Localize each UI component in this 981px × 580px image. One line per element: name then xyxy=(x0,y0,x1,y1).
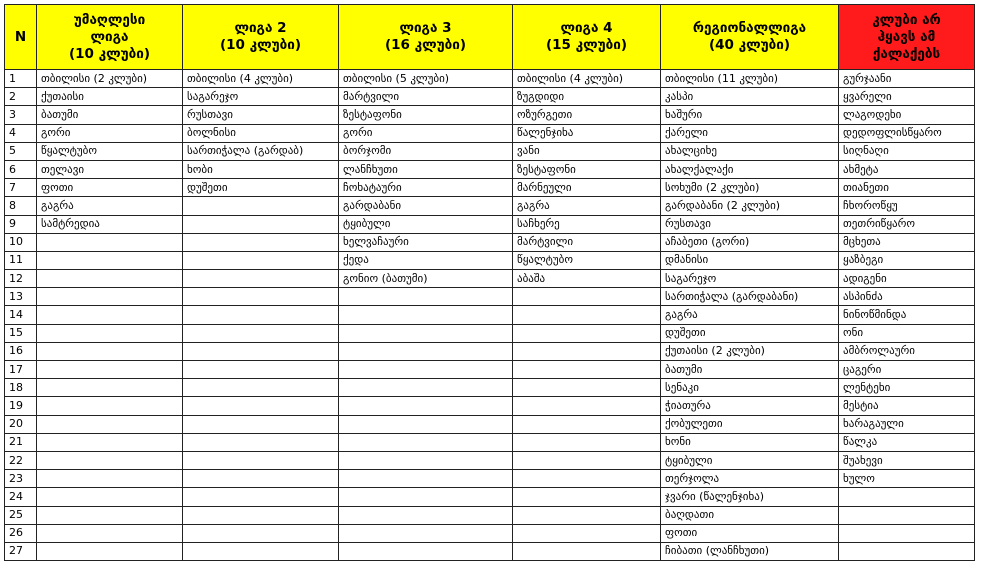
header-top-line: უმაღლესი xyxy=(73,11,146,28)
cell-top xyxy=(37,415,183,433)
cell-l3 xyxy=(339,342,513,360)
header-l4-line: (15 კლუბი) xyxy=(545,37,628,53)
row-number-cell: 6 xyxy=(5,160,37,178)
cell-top: თელავი xyxy=(37,160,183,178)
header-reg-line: რეგიონალლიგა xyxy=(692,20,807,36)
table-row xyxy=(5,270,975,288)
cell-reg: რუსთავი xyxy=(661,215,839,233)
cell-l3 xyxy=(339,361,513,379)
header-reg-line: (40 კლუბი) xyxy=(708,37,791,53)
row-number-cell: 10 xyxy=(5,233,37,251)
row-number-cell: 24 xyxy=(5,488,37,506)
header-none-line: ქალაქებს xyxy=(872,45,941,62)
cell-l3 xyxy=(339,451,513,469)
cell-top: თბილისი (2 კლუბი) xyxy=(37,70,183,88)
cell-l2: სართიჭალა (გარდაბ) xyxy=(183,142,339,160)
cell-l4 xyxy=(513,397,661,415)
cell-l4 xyxy=(513,451,661,469)
cell-top xyxy=(37,506,183,524)
cell-l4 xyxy=(513,542,661,560)
row-number-cell: 12 xyxy=(5,270,37,288)
cell-top xyxy=(37,233,183,251)
cell-l2: რუსთავი xyxy=(183,106,339,124)
cell-reg: სენაკი xyxy=(661,379,839,397)
cell-reg: აჩაბეთი (გორი) xyxy=(661,233,839,251)
cell-none: ონი xyxy=(839,324,975,342)
row-number-cell: 23 xyxy=(5,470,37,488)
cell-top xyxy=(37,270,183,288)
cell-l2 xyxy=(183,270,339,288)
table-header xyxy=(5,5,975,70)
header-none xyxy=(839,5,975,70)
cell-l2: ბოლნისი xyxy=(183,124,339,142)
cell-none xyxy=(839,524,975,542)
row-number-cell: 22 xyxy=(5,451,37,469)
cell-l2 xyxy=(183,506,339,524)
cell-top: გაგრა xyxy=(37,197,183,215)
cell-reg: ჯვარი (წალენჯიხა) xyxy=(661,488,839,506)
cell-reg: სართიჭალა (გარდაბანი) xyxy=(661,288,839,306)
cell-none: ადიგენი xyxy=(839,270,975,288)
cell-none: ჩხოროწყუ xyxy=(839,197,975,215)
cell-l4 xyxy=(513,342,661,360)
cell-none: გურჯაანი xyxy=(839,70,975,88)
cell-l4 xyxy=(513,306,661,324)
cell-reg: გაგრა xyxy=(661,306,839,324)
cell-top xyxy=(37,542,183,560)
cell-top xyxy=(37,342,183,360)
row-number-cell: 3 xyxy=(5,106,37,124)
cell-l4: ვანი xyxy=(513,142,661,160)
cell-l4 xyxy=(513,288,661,306)
cell-none: ლაგოდეხი xyxy=(839,106,975,124)
cell-l4: წალენჯიხა xyxy=(513,124,661,142)
row-number-cell: 21 xyxy=(5,433,37,451)
cell-none: სიღნაღი xyxy=(839,142,975,160)
cell-l3: ჩოხატაური xyxy=(339,179,513,197)
table-row xyxy=(5,306,975,324)
table-row xyxy=(5,488,975,506)
cell-l4: ოზურგეთი xyxy=(513,106,661,124)
table-row xyxy=(5,197,975,215)
cell-top xyxy=(37,451,183,469)
cell-l2 xyxy=(183,233,339,251)
table-row xyxy=(5,433,975,451)
row-number-cell: 2 xyxy=(5,88,37,106)
cell-reg: დმანისი xyxy=(661,251,839,269)
cell-reg: ხაშური xyxy=(661,106,839,124)
table-row xyxy=(5,251,975,269)
table-row xyxy=(5,324,975,342)
cell-l2 xyxy=(183,451,339,469)
cell-reg: თერჯოლა xyxy=(661,470,839,488)
table-row xyxy=(5,215,975,233)
cell-reg: ბაღდათი xyxy=(661,506,839,524)
cell-l4: მარტვილი xyxy=(513,233,661,251)
row-number-cell: 15 xyxy=(5,324,37,342)
header-top xyxy=(37,5,183,70)
cell-l3 xyxy=(339,379,513,397)
cell-none: ცაგერი xyxy=(839,361,975,379)
cell-l4: წყალტუბო xyxy=(513,251,661,269)
cell-l2 xyxy=(183,288,339,306)
cell-top: წყალტუბო xyxy=(37,142,183,160)
header-none-line: კლუბი არ xyxy=(872,11,941,28)
cell-l4 xyxy=(513,433,661,451)
cell-l2 xyxy=(183,379,339,397)
header-l3-line: (16 კლუბი) xyxy=(384,37,467,53)
cell-top xyxy=(37,251,183,269)
cell-top xyxy=(37,433,183,451)
cell-l4: მარნეული xyxy=(513,179,661,197)
table-row xyxy=(5,288,975,306)
cell-none: თეთრიწყარო xyxy=(839,215,975,233)
row-number-cell: 19 xyxy=(5,397,37,415)
cell-reg: ახალქალაქი xyxy=(661,160,839,178)
cell-none: თიანეთი xyxy=(839,179,975,197)
cell-top xyxy=(37,524,183,542)
cell-none xyxy=(839,506,975,524)
row-number-cell: 5 xyxy=(5,142,37,160)
table-row xyxy=(5,379,975,397)
cell-none: ამბროლაური xyxy=(839,342,975,360)
cell-l2 xyxy=(183,542,339,560)
cell-l3: ტყიბული xyxy=(339,215,513,233)
cell-l2 xyxy=(183,251,339,269)
cell-top xyxy=(37,361,183,379)
cell-none xyxy=(839,488,975,506)
cell-l3 xyxy=(339,470,513,488)
row-number-cell: 7 xyxy=(5,179,37,197)
cell-l2 xyxy=(183,342,339,360)
cell-l4: თბილისი (4 კლუბი) xyxy=(513,70,661,88)
cell-l4: ზუგდიდი xyxy=(513,88,661,106)
cell-l4: ზესტაფონი xyxy=(513,160,661,178)
row-number-cell: 17 xyxy=(5,361,37,379)
cell-l3: გონიო (ბათუმი) xyxy=(339,270,513,288)
cell-top: ფოთი xyxy=(37,179,183,197)
cell-l4: გაგრა xyxy=(513,197,661,215)
cell-l3 xyxy=(339,433,513,451)
header-n-line: N xyxy=(14,28,27,45)
header-none-line: ჰყავს ამ xyxy=(877,28,936,45)
cell-top xyxy=(37,288,183,306)
cell-l2 xyxy=(183,361,339,379)
table-row xyxy=(5,524,975,542)
cell-l3: ლანჩხუთი xyxy=(339,160,513,178)
cell-reg: ხონი xyxy=(661,433,839,451)
cell-l3 xyxy=(339,506,513,524)
cell-reg: კასპი xyxy=(661,88,839,106)
cell-none: ხულო xyxy=(839,470,975,488)
row-number-cell: 26 xyxy=(5,524,37,542)
cell-l3: გარდაბანი xyxy=(339,197,513,215)
cell-l3 xyxy=(339,524,513,542)
row-number-cell: 8 xyxy=(5,197,37,215)
table-row xyxy=(5,179,975,197)
table-row xyxy=(5,415,975,433)
cell-l2 xyxy=(183,470,339,488)
cell-reg: გარდაბანი (2 კლუბი) xyxy=(661,197,839,215)
cell-l4 xyxy=(513,488,661,506)
row-number-cell: 9 xyxy=(5,215,37,233)
cell-l2 xyxy=(183,488,339,506)
row-number-cell: 20 xyxy=(5,415,37,433)
header-reg xyxy=(661,5,839,70)
cell-top xyxy=(37,324,183,342)
header-l3 xyxy=(339,5,513,70)
cell-top xyxy=(37,379,183,397)
cell-top xyxy=(37,397,183,415)
cell-none: შუახევი xyxy=(839,451,975,469)
cell-top: გორი xyxy=(37,124,183,142)
cell-none: მცხეთა xyxy=(839,233,975,251)
cell-top xyxy=(37,470,183,488)
cell-l2 xyxy=(183,197,339,215)
cell-reg: ფოთი xyxy=(661,524,839,542)
row-number-cell: 14 xyxy=(5,306,37,324)
cell-l4 xyxy=(513,361,661,379)
cell-reg: ახალციხე xyxy=(661,142,839,160)
cell-l3: ზესტაფონი xyxy=(339,106,513,124)
table-row xyxy=(5,506,975,524)
cell-none: წალკა xyxy=(839,433,975,451)
cell-l4: აბაშა xyxy=(513,270,661,288)
cell-none: ნინოწმინდა xyxy=(839,306,975,324)
row-number-cell: 1 xyxy=(5,70,37,88)
cell-l3 xyxy=(339,288,513,306)
cell-none: ყვარელი xyxy=(839,88,975,106)
row-number-cell: 13 xyxy=(5,288,37,306)
cell-none: ლენტეხი xyxy=(839,379,975,397)
cell-none: ხარაგაული xyxy=(839,415,975,433)
header-l4-line: ლიგა 4 xyxy=(560,20,613,36)
cell-l4: საჩხერე xyxy=(513,215,661,233)
cell-l2 xyxy=(183,397,339,415)
cell-l4 xyxy=(513,506,661,524)
cell-l4 xyxy=(513,324,661,342)
cell-l2 xyxy=(183,306,339,324)
cell-l2: დუშეთი xyxy=(183,179,339,197)
table-row xyxy=(5,542,975,560)
cell-l2 xyxy=(183,433,339,451)
row-number-cell: 16 xyxy=(5,342,37,360)
header-l2-line: (10 კლუბი) xyxy=(219,37,302,53)
cell-l3 xyxy=(339,324,513,342)
cell-none: ასპინძა xyxy=(839,288,975,306)
cell-l3 xyxy=(339,306,513,324)
table-row xyxy=(5,70,975,88)
cell-reg: თბილისი (11 კლუბი) xyxy=(661,70,839,88)
cell-l2: ხობი xyxy=(183,160,339,178)
table-row xyxy=(5,88,975,106)
header-n xyxy=(5,5,37,70)
cell-l4 xyxy=(513,524,661,542)
cell-l2 xyxy=(183,524,339,542)
cell-l3: ქედა xyxy=(339,251,513,269)
cell-reg: ბათუმი xyxy=(661,361,839,379)
cell-top: ქუთაისი xyxy=(37,88,183,106)
table-row xyxy=(5,160,975,178)
cell-reg: ქარელი xyxy=(661,124,839,142)
cell-l3: გორი xyxy=(339,124,513,142)
table-row xyxy=(5,397,975,415)
cell-none xyxy=(839,542,975,560)
header-l4 xyxy=(513,5,661,70)
cell-top xyxy=(37,488,183,506)
cell-l3 xyxy=(339,488,513,506)
table-row xyxy=(5,451,975,469)
header-top-line: (10 კლუბი) xyxy=(68,45,151,62)
table-row xyxy=(5,233,975,251)
cell-l4 xyxy=(513,379,661,397)
cell-l2: თბილისი (4 კლუბი) xyxy=(183,70,339,88)
cell-reg: ჭიათურა xyxy=(661,397,839,415)
cell-l3 xyxy=(339,415,513,433)
row-number-cell: 18 xyxy=(5,379,37,397)
table-body xyxy=(5,70,975,561)
cell-none: ახმეტა xyxy=(839,160,975,178)
league-cities-table xyxy=(4,4,975,561)
cell-l3 xyxy=(339,542,513,560)
table-row xyxy=(5,470,975,488)
cell-top xyxy=(37,306,183,324)
header-l3-line: ლიგა 3 xyxy=(399,20,452,36)
cell-reg: სოხუმი (2 კლუბი) xyxy=(661,179,839,197)
table-row xyxy=(5,106,975,124)
header-l2-line: ლიგა 2 xyxy=(234,20,287,36)
cell-reg: საგარეჯო xyxy=(661,270,839,288)
cell-l2: საგარეჯო xyxy=(183,88,339,106)
cell-l3: ხელვაჩაური xyxy=(339,233,513,251)
header-top-line: ლიგა xyxy=(90,28,129,45)
cell-reg: ქუთაისი (2 კლუბი) xyxy=(661,342,839,360)
cell-top: ბათუმი xyxy=(37,106,183,124)
row-number-cell: 4 xyxy=(5,124,37,142)
cell-top: სამტრედია xyxy=(37,215,183,233)
cell-none: დედოფლისწყარო xyxy=(839,124,975,142)
cell-l2 xyxy=(183,215,339,233)
cell-l4 xyxy=(513,415,661,433)
header-row xyxy=(5,5,975,70)
cell-reg: ქობულეთი xyxy=(661,415,839,433)
cell-reg: ტყიბული xyxy=(661,451,839,469)
header-l2 xyxy=(183,5,339,70)
table-row xyxy=(5,142,975,160)
cell-l4 xyxy=(513,470,661,488)
cell-none: მესტია xyxy=(839,397,975,415)
cell-reg: ჩიბათი (ლანჩხუთი) xyxy=(661,542,839,560)
cell-l3: თბილისი (5 კლუბი) xyxy=(339,70,513,88)
row-number-cell: 25 xyxy=(5,506,37,524)
cell-l3: ბორჯომი xyxy=(339,142,513,160)
cell-l3: მარტვილი xyxy=(339,88,513,106)
cell-l2 xyxy=(183,415,339,433)
table-row xyxy=(5,124,975,142)
row-number-cell: 27 xyxy=(5,542,37,560)
table-row xyxy=(5,342,975,360)
cell-none: ყაზბეგი xyxy=(839,251,975,269)
table-row xyxy=(5,361,975,379)
cell-l2 xyxy=(183,324,339,342)
row-number-cell: 11 xyxy=(5,251,37,269)
cell-reg: დუშეთი xyxy=(661,324,839,342)
cell-l3 xyxy=(339,397,513,415)
